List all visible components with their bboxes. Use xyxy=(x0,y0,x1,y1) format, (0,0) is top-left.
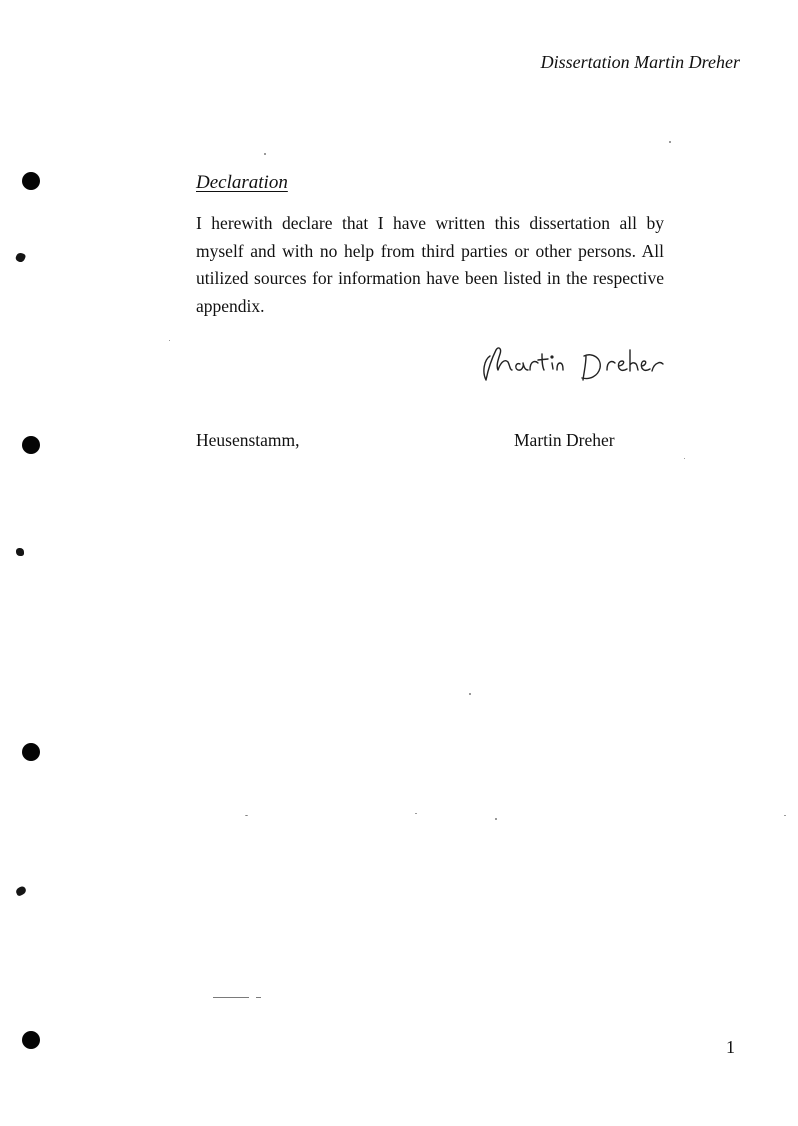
scan-blot xyxy=(16,548,24,556)
scan-speck xyxy=(415,813,417,814)
scan-speck xyxy=(169,340,170,341)
scan-speck xyxy=(245,815,248,816)
punch-hole xyxy=(22,436,40,454)
scan-speck xyxy=(495,818,497,820)
punch-hole xyxy=(22,743,40,761)
signer-name: Martin Dreher xyxy=(514,430,615,450)
scan-speck xyxy=(264,153,266,155)
scan-speck xyxy=(669,141,671,143)
declaration-text: I herewith declare that I have written this dissertation all by myself and with no help from third parties or other persons. All utilized sources for information have been listed in the respective appendix. xyxy=(196,213,664,316)
scan-speck xyxy=(684,458,685,459)
scan-blot xyxy=(15,885,27,896)
scan-speck xyxy=(256,997,261,998)
scan-blot xyxy=(15,252,27,264)
punch-hole xyxy=(22,172,40,190)
running-header: Dissertation Martin Dreher xyxy=(540,52,740,72)
scan-speck xyxy=(213,997,249,998)
page-number: 1 xyxy=(726,1037,735,1057)
punch-hole xyxy=(22,1031,40,1049)
scan-speck xyxy=(784,815,786,816)
declaration-heading: Declaration xyxy=(196,172,288,193)
handwritten-signature xyxy=(480,336,664,388)
scan-speck xyxy=(469,693,471,695)
signature-place: Heusenstamm, xyxy=(196,430,300,450)
